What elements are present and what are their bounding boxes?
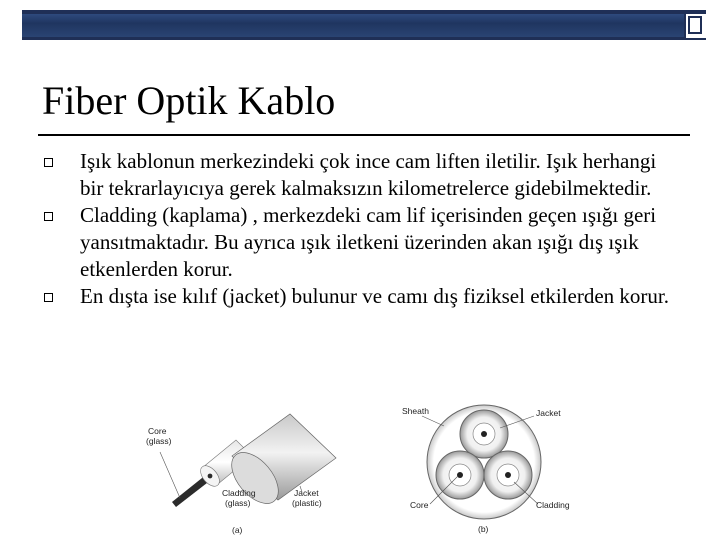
cladding-sublabel: (glass) (225, 498, 251, 508)
bullet-item (42, 202, 682, 283)
fiber-cross-section-diagram (396, 400, 586, 538)
bullet-text: Cladding (kaplama) , merkezdeki cam lif içerisinden geçen ışığı geri yansıtmaktadır. Bu ayrıca ışık iletkeni üzerinden akan ışığı dış ışık etkenlerden korur. (80, 203, 657, 281)
slide-title: Fiber Optik Kablo (42, 78, 336, 123)
fiber-top-shape (460, 410, 508, 458)
bullet-text: Işık kablonun merkezindeki çok ince cam liften iletilir. Işık herhangi bir tekrarlayıcıya gerek kalmaksızın kilometrelerce gidebilmektedir. (80, 149, 657, 200)
bullet-item (42, 283, 682, 310)
jacket-label: Jacket (294, 488, 319, 498)
cladding-label: Cladding (222, 488, 256, 498)
fiber-cable-diagram (140, 410, 340, 538)
corner-box-decoration (684, 14, 706, 38)
jacket-sublabel: (plastic) (292, 498, 322, 508)
square-bullet-icon (44, 212, 53, 221)
fiber-left-shape (436, 451, 484, 499)
cladding-label: Cladding (536, 500, 570, 510)
core-label: Core (148, 426, 167, 436)
bullet-text: En dışta ise kılıf (jacket) bulunur ve camı dış fiziksel etkilerden korur. (80, 284, 669, 308)
core-leader-line (160, 452, 180, 498)
figure-a-caption: (a) (232, 525, 243, 535)
title-underline (38, 134, 690, 136)
square-bullet-icon (44, 158, 53, 167)
square-bullet-icon (44, 293, 53, 302)
bullet-item (42, 148, 682, 202)
sheath-label: Sheath (402, 406, 429, 416)
core-sublabel: (glass) (146, 436, 172, 446)
title-bar-decoration (22, 10, 706, 40)
figure-b-caption: (b) (478, 524, 489, 534)
sheath-leader-line (422, 416, 444, 426)
core-label: Core (410, 500, 429, 510)
jacket-label: Jacket (536, 408, 561, 418)
bullet-list (42, 148, 682, 310)
